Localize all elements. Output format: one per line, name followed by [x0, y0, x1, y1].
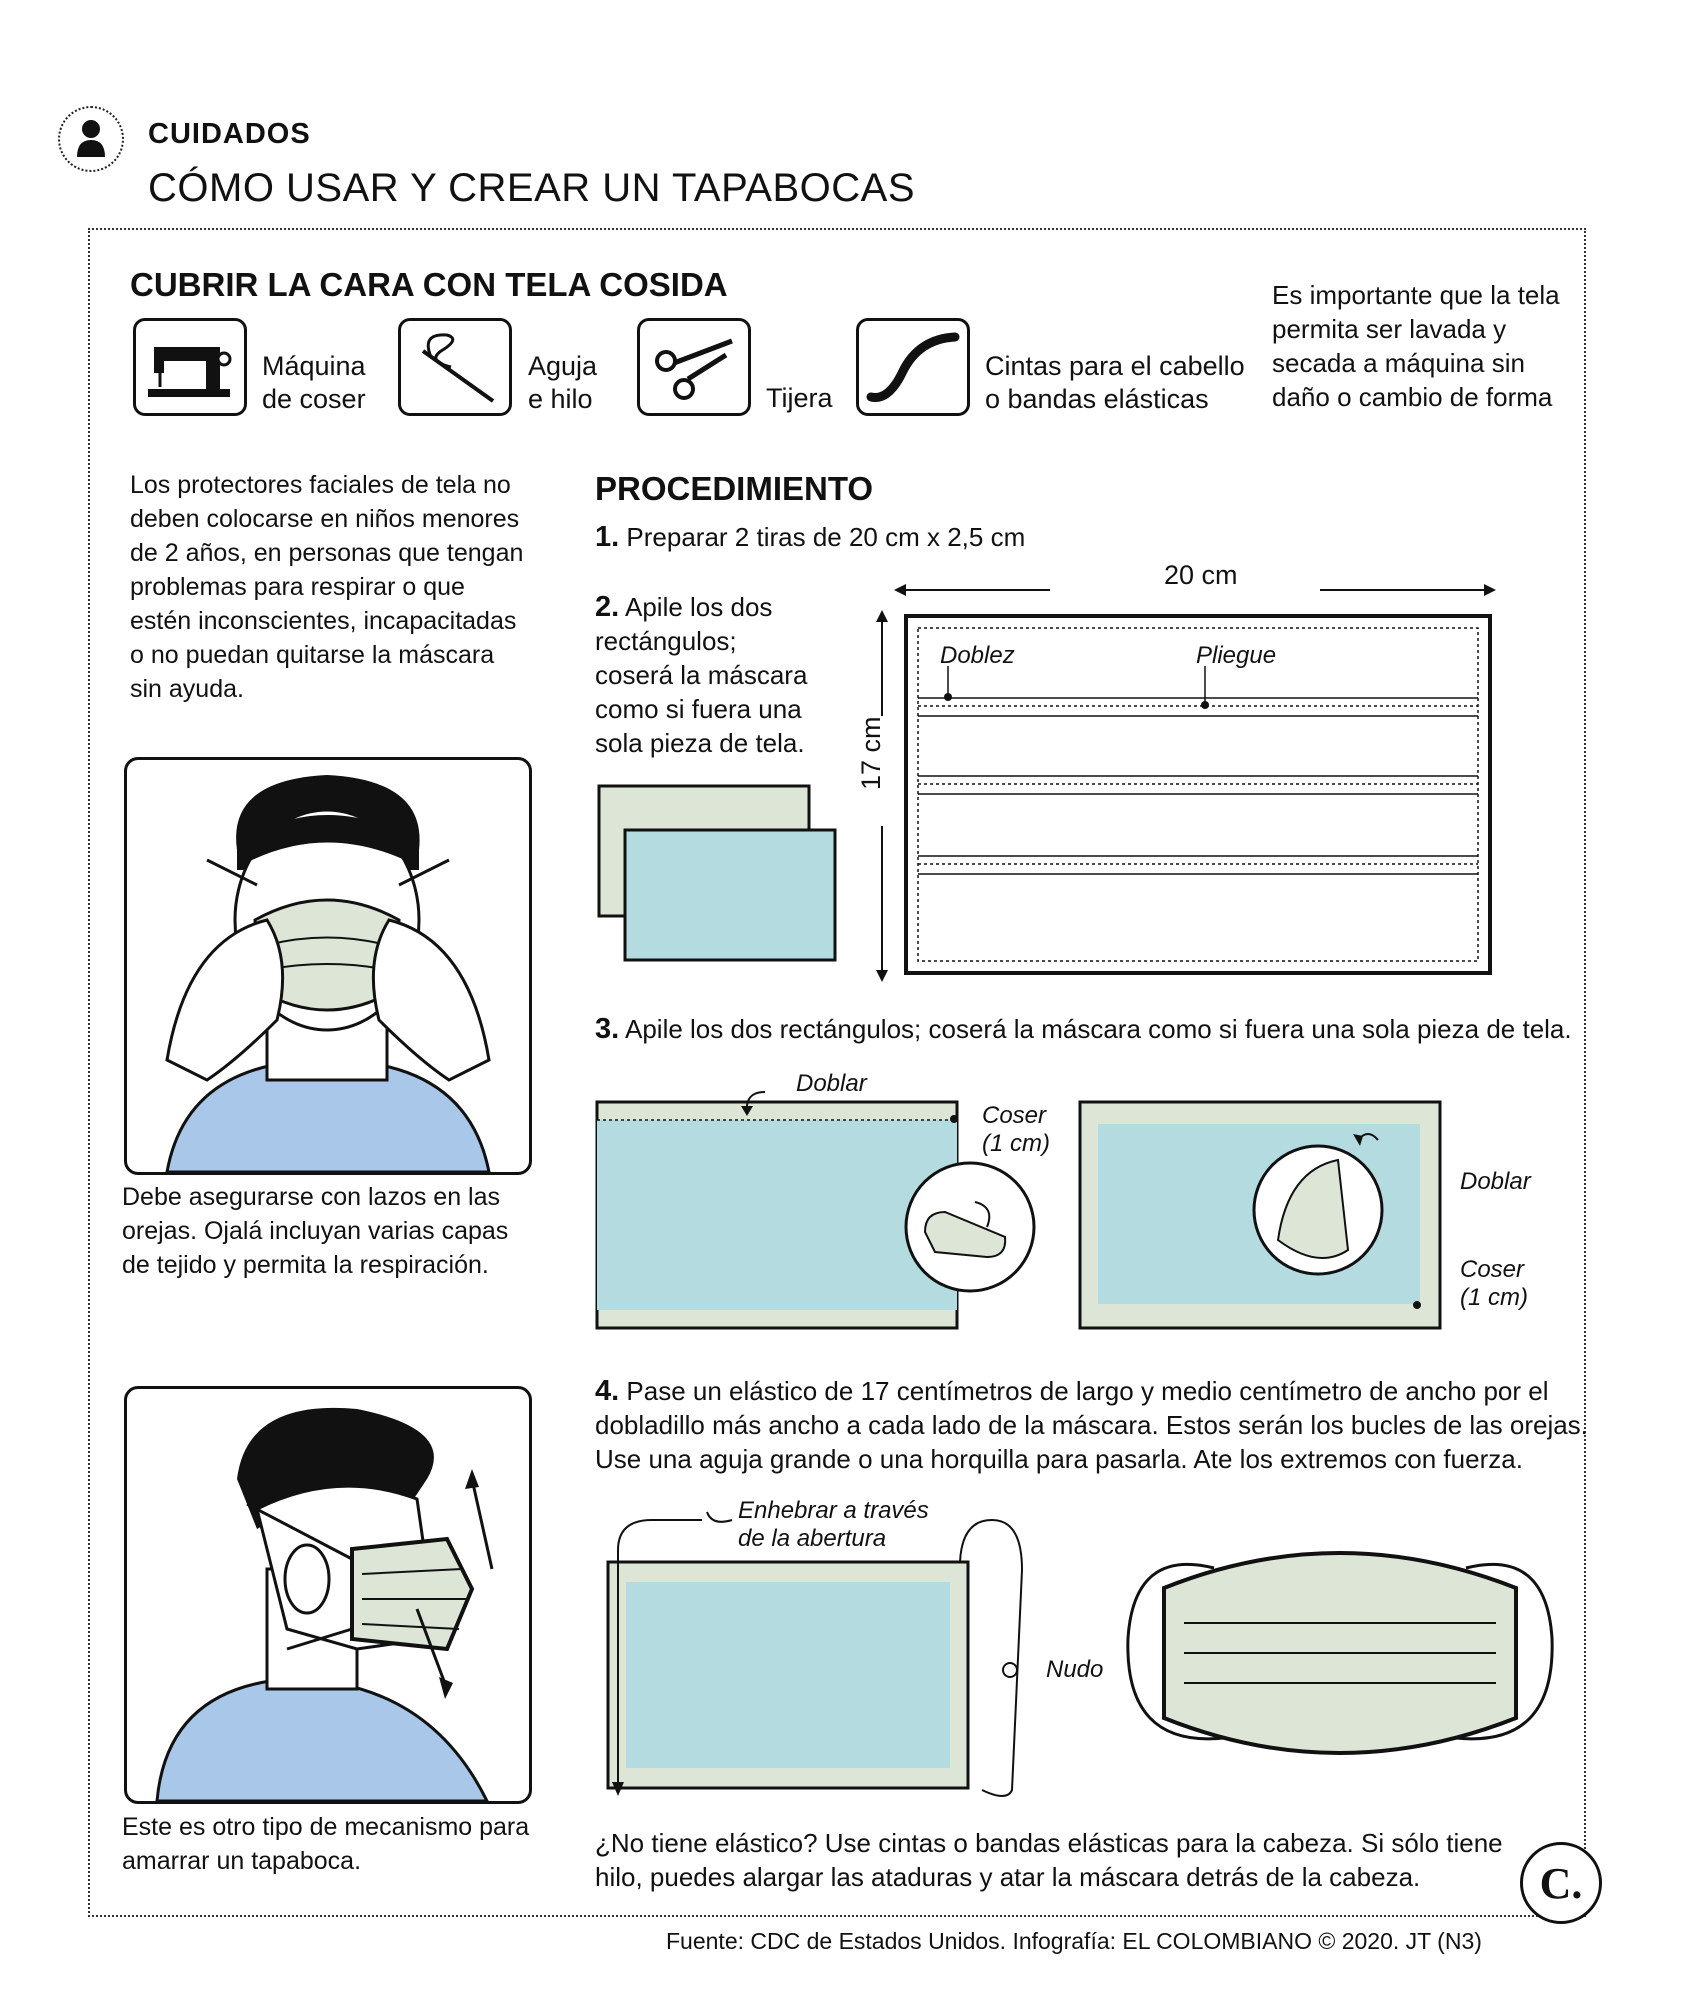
pleat-diagram — [850, 566, 1510, 986]
caption-2 — [122, 1810, 529, 1878]
caption-line: Debe asegurarse con lazos en las — [122, 1183, 501, 1211]
label-nudo: Nudo — [1046, 1656, 1104, 1683]
step-text: dobladillo más ancho a cada lado de la máscara. Estos serán los bucles de las orejas. — [595, 1410, 1588, 1440]
caption-line: amarrar un tapaboca. — [122, 1847, 362, 1875]
tool-needle — [398, 318, 512, 416]
warning-line: o no puedan quitarse la máscara — [130, 641, 495, 669]
label-doblar-a: Doblar — [796, 1070, 867, 1097]
warning-line: de 2 años, en personas que tengan — [130, 539, 524, 567]
step-text: Pase un elástico de 17 centímetros de largo y medio centímetro de ancho por el — [626, 1376, 1549, 1406]
step-number: 1. — [595, 521, 620, 553]
caption-line: Este es otro tipo de mecanismo para — [122, 1813, 530, 1841]
step-1 — [595, 520, 1025, 554]
elastic-band-icon — [859, 321, 967, 413]
footer-note — [595, 1826, 1503, 1894]
face-mask-side-illustration — [127, 1389, 529, 1801]
needle-thread-icon — [401, 321, 509, 413]
label-coser-b — [1460, 1256, 1528, 1312]
tool-sewing-machine — [133, 318, 247, 416]
kicker: CUIDADOS — [148, 118, 311, 150]
tool-elastic — [856, 318, 970, 416]
caption-line: de tejido y permita la respiración. — [122, 1251, 489, 1279]
procedure-heading: PROCEDIMIENTO — [595, 470, 874, 507]
note-line: permita ser lavada y — [1272, 314, 1507, 344]
person-badge — [58, 106, 124, 172]
step-2 — [595, 590, 807, 760]
illustration-side-mask — [124, 1386, 532, 1804]
logo-letter: C. — [1539, 1858, 1583, 1908]
scissors-icon — [640, 321, 748, 413]
label-line: Coser — [982, 1102, 1047, 1129]
step-text: sola pieza de tela. — [595, 728, 805, 758]
finished-mask-illustration — [1124, 1528, 1556, 1778]
page-title: CÓMO USAR Y CREAR UN TAPABOCAS — [148, 166, 916, 210]
warning-line: sin ayuda. — [130, 675, 244, 703]
tool-label-sewing — [262, 350, 366, 416]
person-icon — [60, 108, 122, 170]
step-number: 2. — [595, 591, 620, 623]
warning-line: problemas para respirar o que — [130, 573, 465, 601]
step-number: 4. — [595, 1375, 620, 1407]
tool-scissors — [637, 318, 751, 416]
dim-width-label: 20 cm — [1164, 560, 1238, 590]
fabric-note — [1272, 278, 1560, 414]
warning-line: Los protectores faciales de tela no — [130, 471, 511, 499]
note-line: Es importante que la tela — [1272, 280, 1560, 310]
step-text: rectángulos; — [595, 626, 737, 656]
step-4 — [595, 1374, 1588, 1476]
tool-label-line: de coser — [262, 384, 366, 414]
step-text: Preparar 2 tiras de 20 cm x 2,5 cm — [626, 522, 1026, 552]
el-colombiano-logo — [1520, 1842, 1602, 1924]
stacked-rectangles — [595, 782, 845, 972]
label-line: Enhebrar a través — [738, 1497, 929, 1524]
tool-label-line: Aguja — [528, 351, 598, 381]
note-line: ¿No tiene elástico? Use cintas o bandas elásticas para la cabeza. Si sólo tiene — [595, 1828, 1503, 1858]
tool-label-line: Máquina — [262, 351, 366, 381]
tool-label-elastic — [985, 350, 1245, 416]
warning-text — [130, 468, 523, 706]
sewing-machine-icon — [136, 321, 244, 413]
step-number: 3. — [595, 1013, 620, 1045]
warning-line: estén inconscientes, incapacitadas — [130, 607, 517, 635]
step-3 — [595, 1012, 1572, 1046]
caption-1 — [122, 1180, 508, 1282]
label-enhebrar — [738, 1497, 929, 1553]
tool-label-needle — [528, 350, 597, 416]
note-line: secada a máquina sin — [1272, 348, 1525, 378]
label-doblez: Doblez — [940, 642, 1015, 669]
label-pliegue: Pliegue — [1196, 642, 1277, 669]
step-text: coserá la máscara — [595, 660, 808, 690]
fold-diagram-b — [1078, 1100, 1450, 1330]
label-line: Coser — [1460, 1256, 1525, 1283]
dim-height-label: 17 cm — [856, 716, 886, 790]
materials-heading: CUBRIR LA CARA CON TELA COSIDA — [130, 266, 728, 303]
label-line: (1 cm) — [982, 1130, 1050, 1157]
label-coser-a — [982, 1102, 1050, 1158]
note-line: daño o cambio de forma — [1272, 382, 1553, 412]
tool-label-scissors: Tijera — [766, 383, 833, 413]
tool-label-line: e hilo — [528, 384, 593, 414]
tool-label-line: o bandas elásticas — [985, 384, 1209, 414]
label-doblar-b: Doblar — [1460, 1168, 1531, 1195]
content-frame-right — [1584, 228, 1586, 1913]
caption-line: orejas. Ojalá incluyan varias capas — [122, 1217, 509, 1245]
illustration-adjust-mask — [124, 757, 532, 1175]
step-text: como si fuera una — [595, 694, 802, 724]
step-text: Apile los dos rectángulos; coserá la máscara como si fuera una sola pieza de tela. — [624, 1014, 1572, 1044]
label-line: de la abertura — [738, 1525, 887, 1552]
step-text: Apile los dos — [624, 592, 773, 622]
tool-label-line: Cintas para el cabello — [985, 351, 1245, 381]
face-mask-front-illustration — [127, 760, 529, 1172]
source-credit: Fuente: CDC de Estados Unidos. Infografía: EL COLOMBIANO © 2020. JT (N3) — [666, 1928, 1482, 1954]
note-line: hilo, puedes alargar las ataduras y atar la máscara detrás de la cabeza. — [595, 1862, 1421, 1892]
label-line: (1 cm) — [1460, 1284, 1528, 1311]
step-text: Use una aguja grande o una horquilla para pasarla. Ate los extremos con fuerza. — [595, 1444, 1523, 1474]
warning-line: deben colocarse en niños menores — [130, 505, 520, 533]
